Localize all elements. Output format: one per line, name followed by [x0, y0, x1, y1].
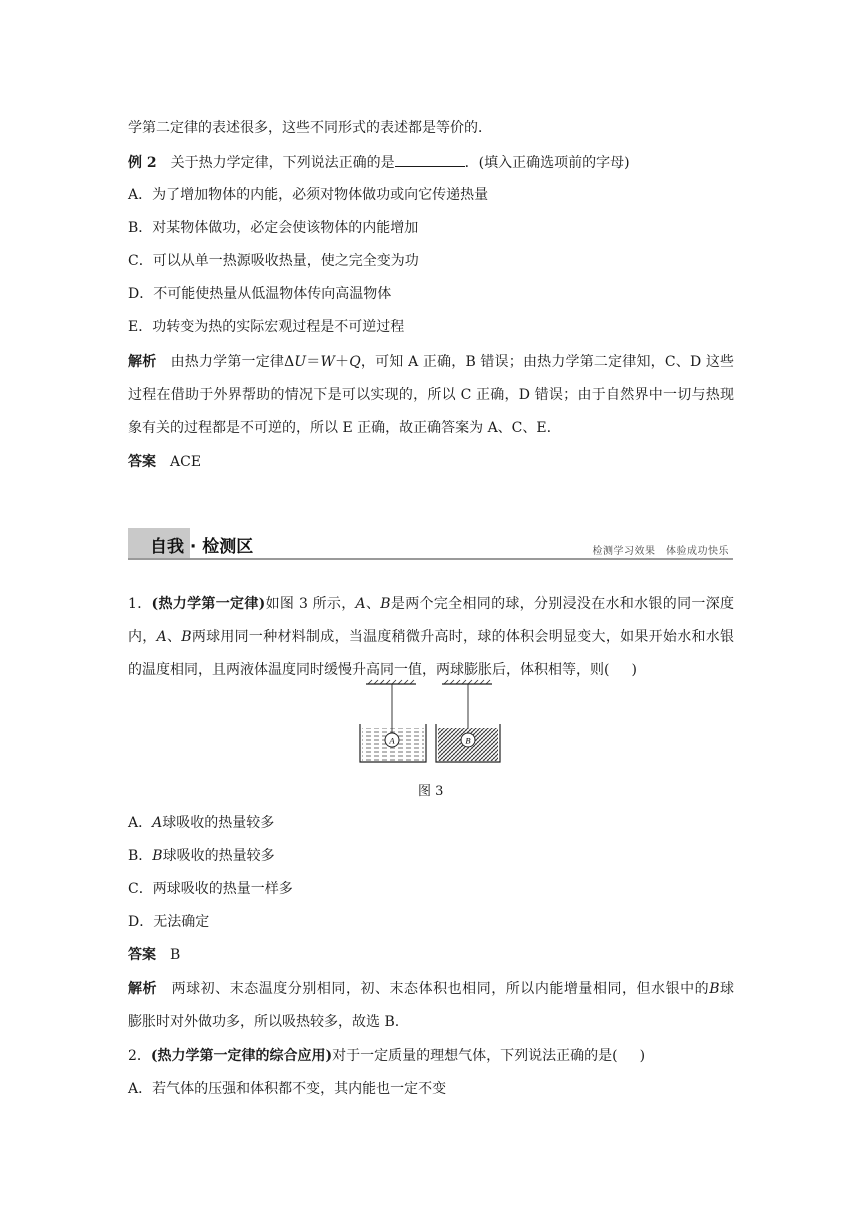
var-b: B [152, 848, 163, 864]
example2-answer [128, 452, 201, 472]
example2-label: 例 2 [128, 155, 157, 171]
q1-tag: (热力学第一定律) [151, 596, 266, 612]
q1-text: 、 [365, 596, 381, 612]
option-letter: A． [128, 815, 153, 831]
example2-question [128, 152, 630, 173]
example2-option-d: D．不可能使热量从低温物体传向高温物体 [128, 286, 392, 302]
beaker-diagram [350, 674, 510, 770]
q1-line2 [128, 627, 734, 647]
example2-analysis-line2: 过程在借助于外界帮助的情况下是可以实现的，所以 C 正确，D 错误；由于自然界中一切与热现 [128, 387, 734, 403]
q1-text: 、 [166, 629, 182, 645]
example2-option-e: E．功转变为热的实际宏观过程是不可逆过程 [128, 319, 405, 335]
var-b: B [380, 596, 391, 612]
answer-label: 答案 [128, 947, 156, 963]
var-u: U [294, 354, 307, 370]
q2-tag: (热力学第一定律的综合应用) [150, 1048, 333, 1064]
var-a: A [152, 815, 163, 831]
example2-analysis-line3: 象有关的过程都是不可逆的，所以 E 正确，故正确答案为 A、C、E. [128, 420, 552, 436]
q1-analysis-line1 [128, 979, 734, 999]
example2-question-text: 关于热力学定律，下列说法正确的是 [170, 155, 395, 171]
example2-question-tail: ．(填入正确选项前的字母) [464, 155, 630, 171]
option-text: 球吸收的热量较多 [162, 848, 275, 864]
example2-option-a: A．为了增加物体的内能，必须对物体做功或向它传递热量 [128, 187, 489, 203]
var-b: B [181, 629, 192, 645]
section-title: 自我 · 检测区 [150, 537, 254, 557]
analysis-text: 两球初、末态温度分别相同，初、末态体积也相同，所以内能增量相同，但水银中的 [171, 981, 710, 997]
ball-a-label: A [389, 735, 395, 746]
q1-text: 的温度相同，且两液体温度同时缓慢升高同一值，两球膨胀后，体积相等，则( [128, 662, 610, 678]
analysis-text: ，可知 A 正确，B 错误；由热力学第二定律知，C、D 这些 [360, 354, 735, 370]
example2-option-c: C．可以从单一热源吸收热量，使之完全变为功 [128, 253, 419, 269]
answer-label: 答案 [128, 454, 156, 470]
q2-number: 2． [128, 1048, 151, 1064]
example2-analysis-line1 [128, 352, 734, 372]
q2-option-a: A．若气体的压强和体积都不变，其内能也一定不变 [128, 1081, 447, 1097]
q1-answer [128, 945, 180, 965]
analysis-label: 解析 [128, 354, 157, 370]
var-a: A [156, 629, 167, 645]
section-rule [128, 558, 733, 560]
q2-text: ) [639, 1048, 646, 1064]
q1-number: 1． [128, 596, 152, 612]
answer-value: B [170, 947, 181, 963]
var-q: Q [349, 354, 361, 370]
figure-3 [350, 674, 510, 770]
plus-sign: ＋ [334, 354, 350, 370]
var-b: B [709, 981, 720, 997]
intro-line: 学第二定律的表述很多，这些不同形式的表述都是等价的． [128, 120, 492, 136]
figure-caption: 图 3 [418, 784, 444, 799]
analysis-label: 解析 [128, 981, 158, 997]
q2-question [128, 1046, 645, 1066]
q2-text: 对于一定质量的理想气体，下列说法正确的是( [332, 1048, 618, 1064]
ball-b-label: B [465, 735, 471, 746]
var-w: W [320, 354, 335, 370]
analysis-text: 球 [719, 981, 735, 997]
q1-line1 [128, 594, 734, 614]
q1-text: ) [631, 662, 637, 678]
option-text: 球吸收的热量较多 [162, 815, 275, 831]
q1-text: 如图 3 所示， [265, 596, 356, 612]
example2-option-b: B．对某物体做功，必定会使该物体的内能增加 [128, 220, 419, 236]
q1-option-b [128, 846, 275, 866]
option-letter: B． [128, 848, 153, 864]
q1-text: 是两个完全相同的球，分别浸没在水和水银的同一深度 [390, 596, 735, 612]
answer-value: ACE [170, 454, 202, 470]
q1-option-a [128, 813, 274, 833]
equals-sign: ＝ [306, 354, 321, 370]
q1-option-c: C．两球吸收的热量一样多 [128, 881, 293, 897]
answer-blank [395, 152, 465, 167]
q1-text: 两球用同一种材料制成，当温度稍微升高时，球的体积会明显变大，如果开始水和水银 [191, 629, 735, 645]
analysis-text: 由热力学第一定律Δ [170, 354, 295, 370]
q1-text: 内， [128, 629, 157, 645]
section-subtitle: 检测学习效果 体验成功快乐 [592, 546, 729, 557]
var-a: A [355, 596, 366, 612]
q1-option-d: D．无法确定 [128, 914, 210, 930]
section-header [128, 528, 733, 562]
q1-analysis-line2: 膨胀时对外做功多，所以吸热较多，故选 B. [128, 1014, 400, 1030]
